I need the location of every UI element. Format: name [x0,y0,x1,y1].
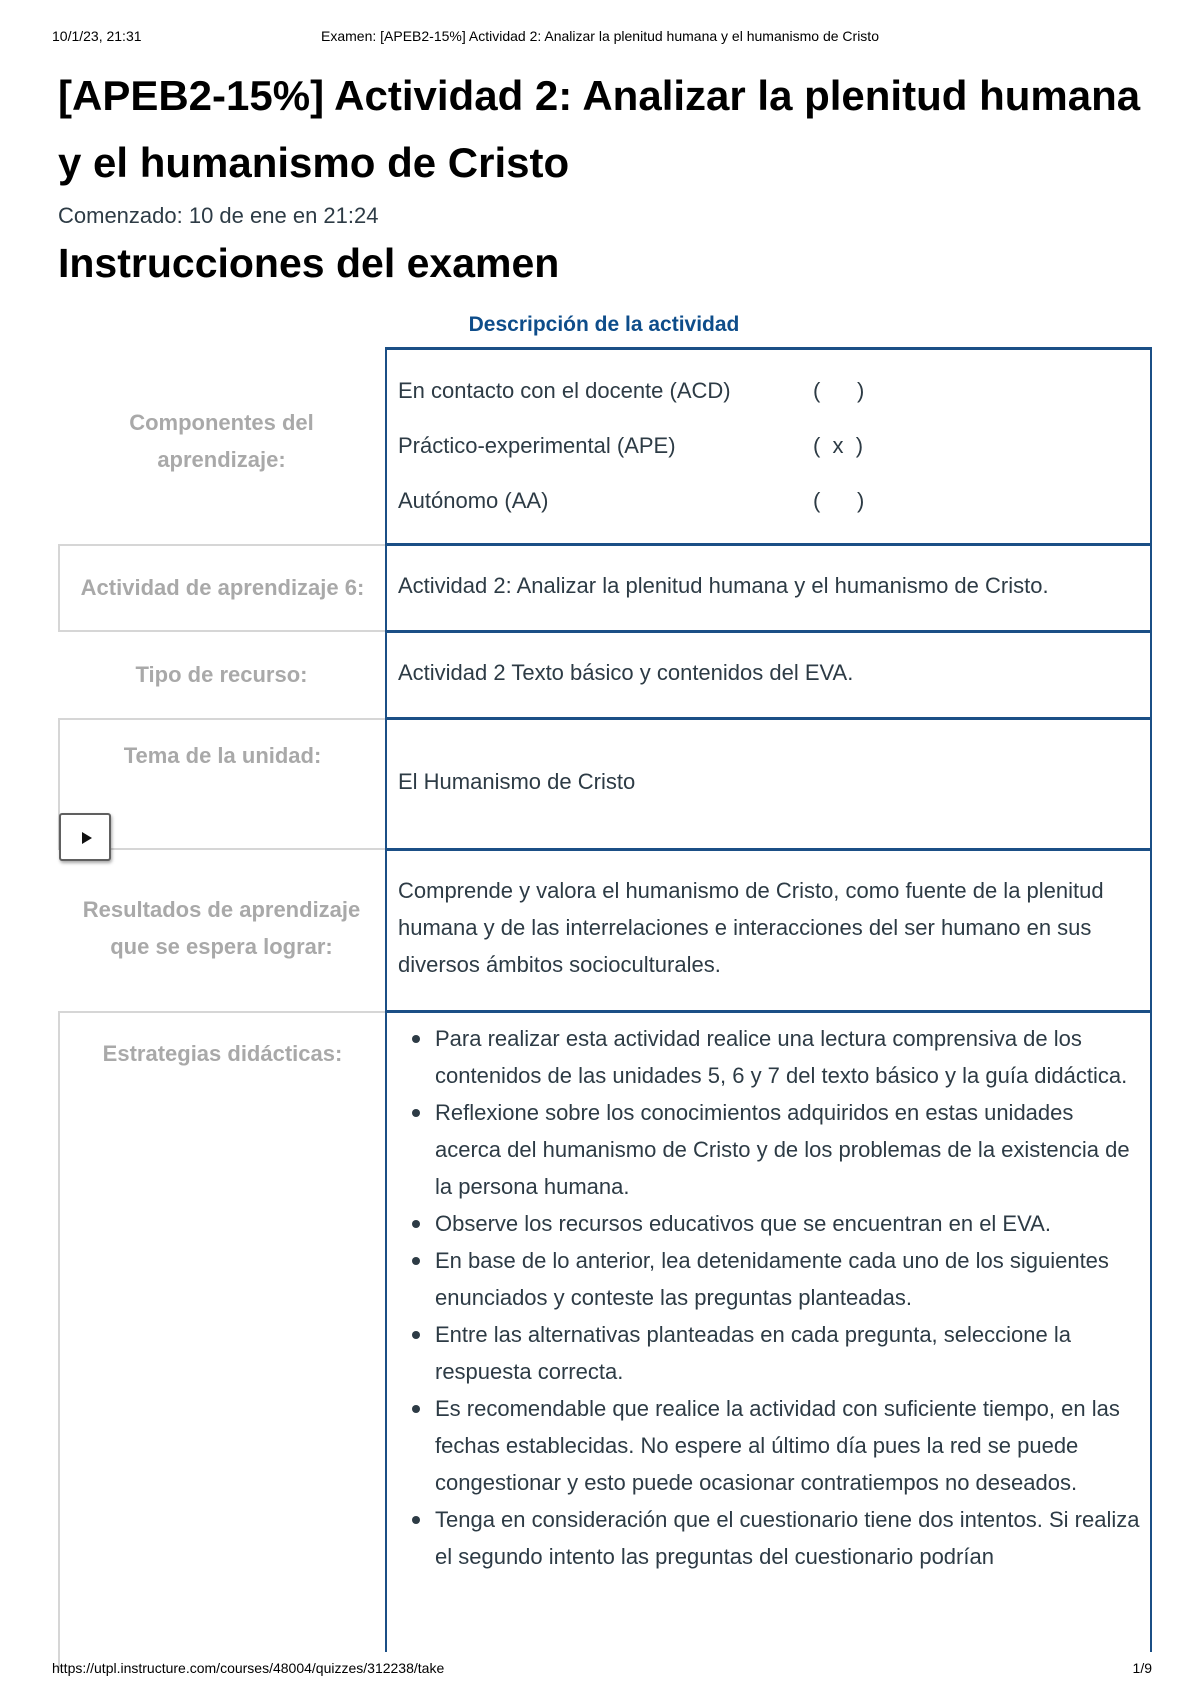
activity-description-caption: Descripción de la actividad [468,313,740,336]
unit-topic-value: El Humanismo de Cristo [398,769,636,794]
print-document-title: Examen: [APEB2-15%] Actividad 2: Analizar la plenitud humana y el humanismo de Cristo [321,28,879,44]
page-url: https://utpl.instructure.com/courses/48004/quizzes/312238/take [52,1660,445,1676]
component-name: Práctico-experimental (APE) [398,433,676,458]
activity-value: Actividad 2: Analizar la plenitud humana y el humanismo de Cristo. [398,573,1049,598]
instructions-heading: Instrucciones del examen [58,240,560,286]
strategies-label [58,1011,385,1671]
strategy-item: Tenga en consideración que el cuestionario tiene dos intentos. Si realiza el segundo intento las preguntas del cuestionario podrían [387,1501,1150,1575]
activity-label [58,544,385,632]
resource-label [58,656,385,693]
component-mark: ( ) [813,378,865,403]
strategies-cell [385,1012,1152,1652]
strategy-item: Reflexione sobre los conocimientos adquiridos en estas unidades acerca del humanismo de Cristo y de los problemas de la existencia de la persona humana. [387,1094,1150,1205]
print-datetime: 10/1/23, 21:31 [52,28,142,44]
quiz-title: [APEB2-15%] Actividad 2: Analizar la plenitud humana y el humanismo de Cristo [58,72,1141,186]
resource-label-text: Tipo de recurso: [135,662,308,687]
print-footer [0,1660,1200,1680]
strategy-item: Entre las alternativas planteadas en cada pregunta, seleccione la respuesta correcta. [387,1316,1150,1390]
components-label-text: Componentes del aprendizaje: [129,410,314,472]
strategy-item: Es recomendable que realice la actividad con suficiente tiempo, en las fechas establecidas. No espere al último día pues la red se puede congestionar y esto puede ocasionar contratiempos no deseados. [387,1390,1150,1501]
print-header [0,28,1200,48]
strategy-item: En base de lo anterior, lea detenidamente cada uno de los siguientes enunciados y conteste las preguntas planteadas. [387,1242,1150,1316]
unit-topic-label-text: Tema de la unidad: [123,743,322,768]
component-row [398,372,1098,402]
component-mark: ( x ) [813,433,864,458]
component-mark: ( ) [813,488,865,513]
component-row [398,482,1098,512]
component-name: En contacto con el docente (ACD) [398,378,731,403]
activity-cell [385,545,1152,631]
strategies-list [387,1020,1150,1575]
outcomes-label-text: Resultados de aprendizaje que se espera lograr: [82,897,361,959]
component-row [398,427,1098,457]
play-icon [80,831,94,845]
play-button[interactable] [59,813,111,861]
strategies-label-text: Estrategias didácticas: [102,1041,343,1066]
components-cell [385,349,1152,544]
outcomes-cell [385,850,1152,1011]
outcomes-value: Comprende y valora el humanismo de Cristo, como fuente de la plenitud humana y de las interrelaciones e interacciones del ser humano en sus diversos ámbitos socioculturales. [398,878,1104,977]
strategy-item: Observe los recursos educativos que se encuentran en el EVA. [387,1205,1150,1242]
components-label [58,404,385,478]
unit-topic-cell [385,719,1152,849]
resource-cell [385,632,1152,718]
quiz-started-date: Comenzado: 10 de ene en 21:24 [58,203,379,228]
strategy-item: Para realizar esta actividad realice una lectura comprensiva de los contenidos de las unidades 5, 6 y 7 del texto básico y la guía didáctica. [387,1020,1150,1094]
activity-label-text: Actividad de aprendizaje 6: [80,575,365,600]
component-name: Autónomo (AA) [398,488,549,513]
page-number: 1/9 [1132,1660,1152,1676]
resource-value: Actividad 2 Texto básico y contenidos del EVA. [398,660,854,685]
outcomes-label [58,891,385,965]
